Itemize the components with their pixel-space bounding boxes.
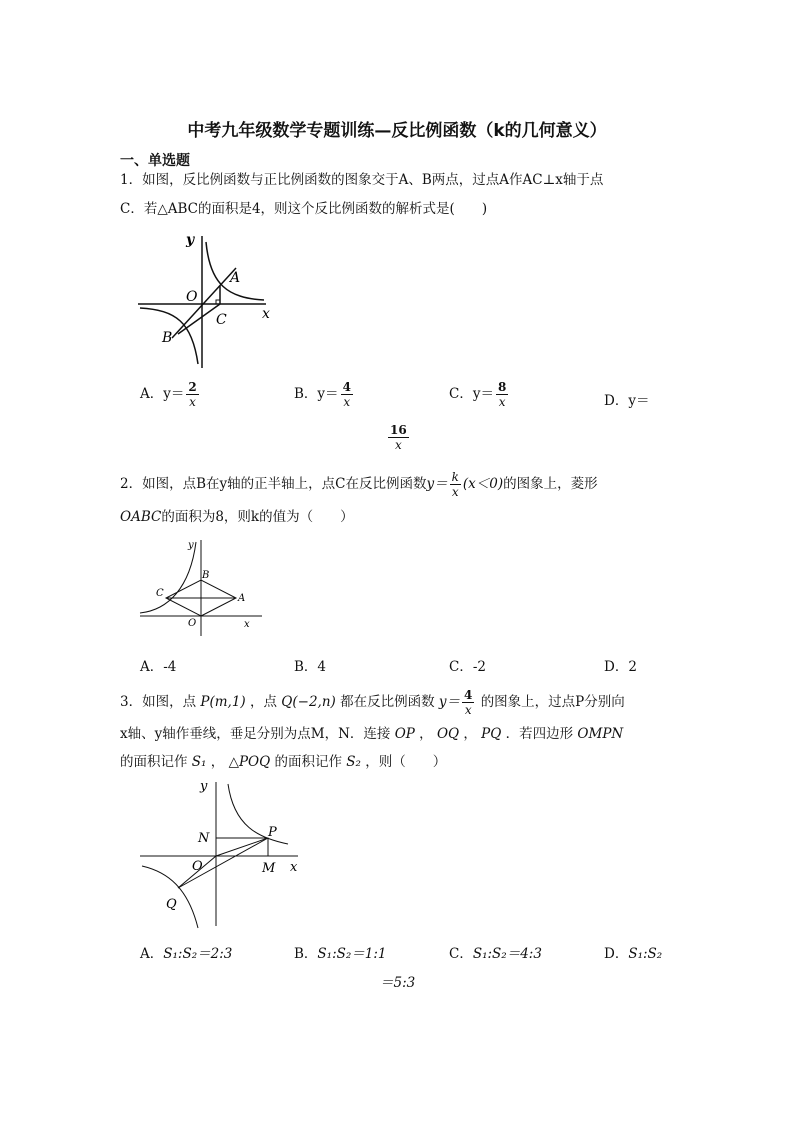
q3-option-d — [604, 942, 662, 962]
segment-op: OP — [394, 726, 415, 742]
label-p: P — [268, 825, 277, 840]
q2-text-b: 的图象上，菱形 — [503, 476, 598, 492]
label-n: N — [198, 831, 210, 846]
q3-text-g: 的面积记作 — [120, 754, 188, 770]
page-title: 中考九年级数学专题训练—反比例函数（k的几何意义） — [187, 121, 607, 141]
label-c: C — [156, 588, 164, 599]
q2-option-a: A．-4 — [140, 659, 177, 675]
q3-line2: x轴、y轴作垂线，垂足分别为点M，N．连接 OP ， OQ ， PQ ．若四边形 OMPN — [120, 726, 624, 742]
q3-text-i: 的面积记作 — [274, 754, 342, 770]
q3-option-b — [294, 942, 387, 962]
label-b: B — [162, 330, 173, 346]
q3-figure — [138, 776, 308, 936]
triangle-poq: △POQ — [228, 754, 271, 770]
label-x: x — [290, 860, 298, 875]
option-letter: D． — [604, 946, 629, 962]
label-y: y — [188, 540, 194, 551]
q2-figure — [138, 538, 268, 638]
q3-text-j: ，则（ ） — [365, 754, 447, 770]
denominator: x — [451, 485, 459, 499]
option-letter: B．y＝ — [294, 386, 339, 402]
q1-option-b — [294, 380, 355, 409]
q3-text-e: x轴、y轴作垂线，垂足分别为点M，N．连接 — [120, 726, 391, 742]
label-a: A — [238, 593, 246, 604]
q1-figure — [136, 230, 276, 370]
q1-line1: 1．如图，反比例函数与正比例函数的图象交于A、B两点，过点A作AC⊥x轴于点 — [120, 172, 604, 188]
q2-condition: (x＜0) — [462, 476, 504, 492]
option-letter: A．y＝ — [140, 386, 185, 402]
q3-line3 — [120, 752, 446, 772]
denominator: x — [464, 703, 472, 717]
label-x: x — [262, 306, 270, 322]
label-o: O — [192, 859, 203, 874]
numerator: 16 — [390, 423, 407, 437]
q1-line2: C．若△ABC的面积是4，则这个反比例函数的解析式是( ) — [120, 201, 488, 217]
segment-op — [216, 838, 268, 856]
q3-option-d-continued: ＝5:3 — [380, 975, 416, 991]
q1-option-d-label: D．y＝ — [604, 393, 650, 409]
numerator: 4 — [342, 380, 351, 394]
q3-text-d: 的图象上，过点P分别向 — [480, 694, 625, 710]
q3-text-a: 3．如图，点 — [120, 694, 197, 710]
option-letter: C． — [449, 946, 473, 962]
numerator: 8 — [497, 380, 507, 394]
hyperbola-branch-1 — [228, 784, 288, 844]
q2-text-a: 2．如图，点B在y轴的正半轴上，点C在反比例函数 — [120, 476, 427, 492]
option-letter: A． — [140, 946, 164, 962]
label-q: Q — [166, 897, 177, 912]
q2-option-b: B．4 — [294, 659, 327, 675]
quad-ompn: OMPN — [577, 726, 624, 742]
label-m: M — [262, 861, 276, 876]
q1-option-c — [449, 380, 510, 409]
q3-line1 — [120, 688, 625, 717]
q2-line2 — [120, 507, 354, 527]
q2-func: y＝ — [426, 476, 448, 492]
q1-option-a — [140, 380, 201, 409]
label-o: O — [186, 289, 198, 305]
option-expr: S₁:S₂＝1:1 — [317, 946, 387, 962]
q1-option-d-fraction — [386, 423, 411, 452]
q2-rhombus-name: OABC — [120, 509, 162, 525]
option-expr: S₁:S₂＝2:3 — [163, 946, 233, 962]
point-q: Q(−2,n) — [281, 694, 336, 710]
label-b: B — [202, 570, 210, 581]
label-a: A — [230, 270, 241, 286]
q2-option-d: D．2 — [604, 659, 637, 675]
label-y: y — [200, 779, 208, 794]
denominator: x — [189, 395, 196, 409]
segment-oq: OQ — [436, 726, 460, 742]
hyperbola-branch — [140, 542, 196, 613]
numerator: 4 — [464, 688, 473, 702]
numerator: 2 — [188, 380, 197, 394]
segment-pq: PQ — [481, 726, 502, 742]
label-y: y — [186, 232, 195, 248]
denominator: x — [343, 395, 351, 409]
q3-text-f: ．若四边形 — [505, 726, 574, 742]
denominator: x — [394, 438, 402, 452]
q3-option-a — [140, 942, 232, 962]
option-letter: B． — [294, 946, 318, 962]
label-x: x — [244, 619, 250, 630]
q3-option-c — [449, 942, 542, 962]
q3-text-b: ，点 — [250, 694, 277, 710]
point-p: P(m,1) — [200, 694, 246, 710]
area-s2: S₂ — [346, 754, 361, 770]
area-s1: S₁ — [191, 754, 207, 770]
q3-text-h: ， — [210, 754, 225, 770]
q2-text-c: 的面积为8，则k的值为（ ） — [161, 509, 354, 525]
option-letter: C．y＝ — [449, 386, 494, 402]
label-o: O — [188, 618, 197, 629]
q2-line1 — [120, 470, 598, 499]
label-c: C — [216, 312, 227, 328]
numerator: k — [451, 470, 459, 484]
denominator: x — [498, 395, 506, 409]
q2-option-c: C．-2 — [449, 659, 486, 675]
option-expr: S₁:S₂ — [628, 946, 663, 962]
option-expr: S₁:S₂＝4:3 — [472, 946, 542, 962]
q3-func: y＝ — [438, 694, 461, 710]
q3-text-c: 都在反比例函数 — [340, 694, 435, 710]
section-heading: 一、单选题 — [120, 153, 190, 169]
